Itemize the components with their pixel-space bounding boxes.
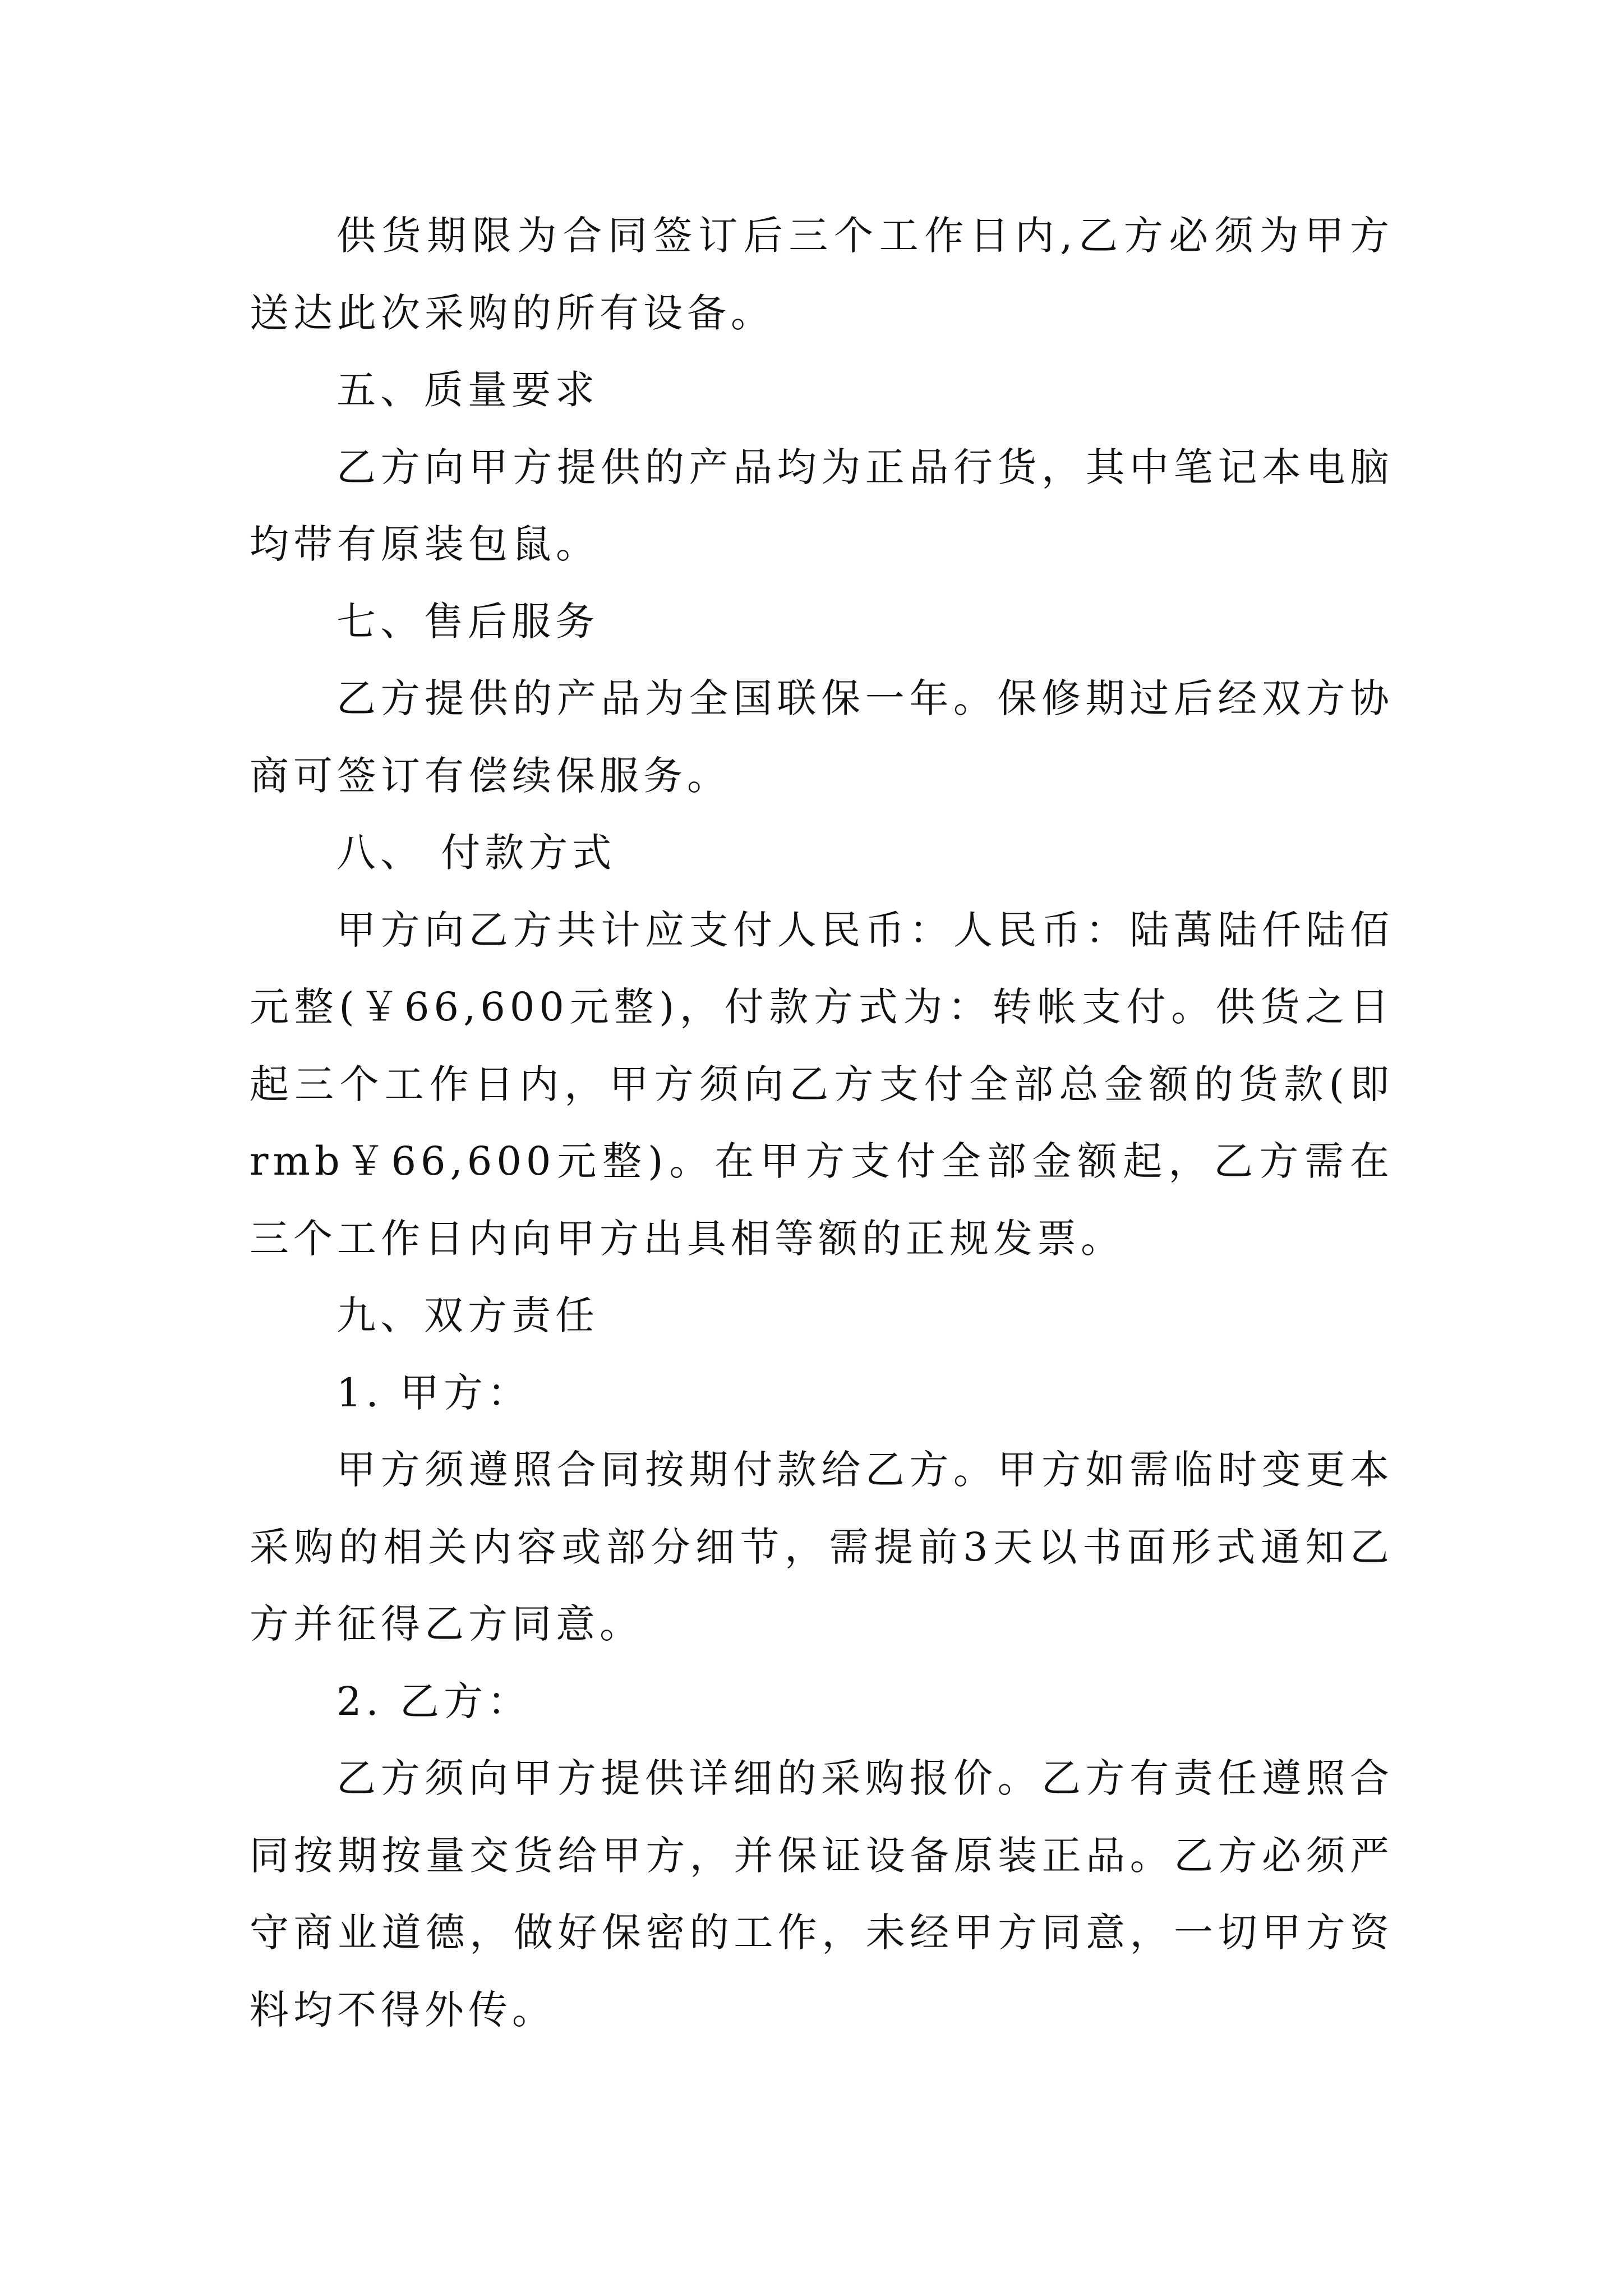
heading-responsibilities: 九、双方责任 bbox=[336, 1292, 599, 1338]
subheading-party-b: 2. 乙方： bbox=[336, 1678, 532, 1724]
subheading-party-a: 1. 甲方： bbox=[336, 1369, 532, 1416]
paragraph-party-a: 甲方须遵照合同按期付款给乙方。甲方如需临时变更本采购的相关内容或部分细节，需提前3天以书面形式通知乙方并征得乙方同意。 bbox=[250, 1447, 1394, 1647]
paragraph-payment: 甲方向乙方共计应支付人民币：人民币：陆萬陆仟陆佰元整(￥66,600元整)，付款方式为：转帐支付。供货之日起三个工作日内，甲方须向乙方支付全部总金额的货款(即rmb￥66,600元整)。在甲方支付全部金额起，乙方需在三个工作日内向甲方出具相等额的正规发票。 bbox=[250, 907, 1394, 1262]
paragraph-quality: 乙方向甲方提供的产品均为正品行货，其中笔记本电脑均带有原装包鼠。 bbox=[250, 444, 1394, 567]
heading-after-sales-service: 七、售后服务 bbox=[336, 598, 599, 645]
document-body bbox=[250, 197, 1394, 2049]
heading-quality-requirements: 五、质量要求 bbox=[336, 367, 599, 413]
paragraph-party-b: 乙方须向甲方提供详细的采购报价。乙方有责任遵照合同按期按量交货给甲方，并保证设备原装正品。乙方必须严守商业道德，做好保密的工作，未经甲方同意，一切甲方资料均不得外传。 bbox=[250, 1755, 1394, 2033]
paragraph-after-sales: 乙方提供的产品为全国联保一年。保修期过后经双方协商可签订有偿续保服务。 bbox=[250, 675, 1394, 799]
paragraph-delivery-term: 供货期限为合同签订后三个工作日内,乙方必须为甲方送达此次采购的所有设备。 bbox=[250, 213, 1394, 336]
heading-payment-method: 八、 付款方式 bbox=[336, 830, 616, 876]
